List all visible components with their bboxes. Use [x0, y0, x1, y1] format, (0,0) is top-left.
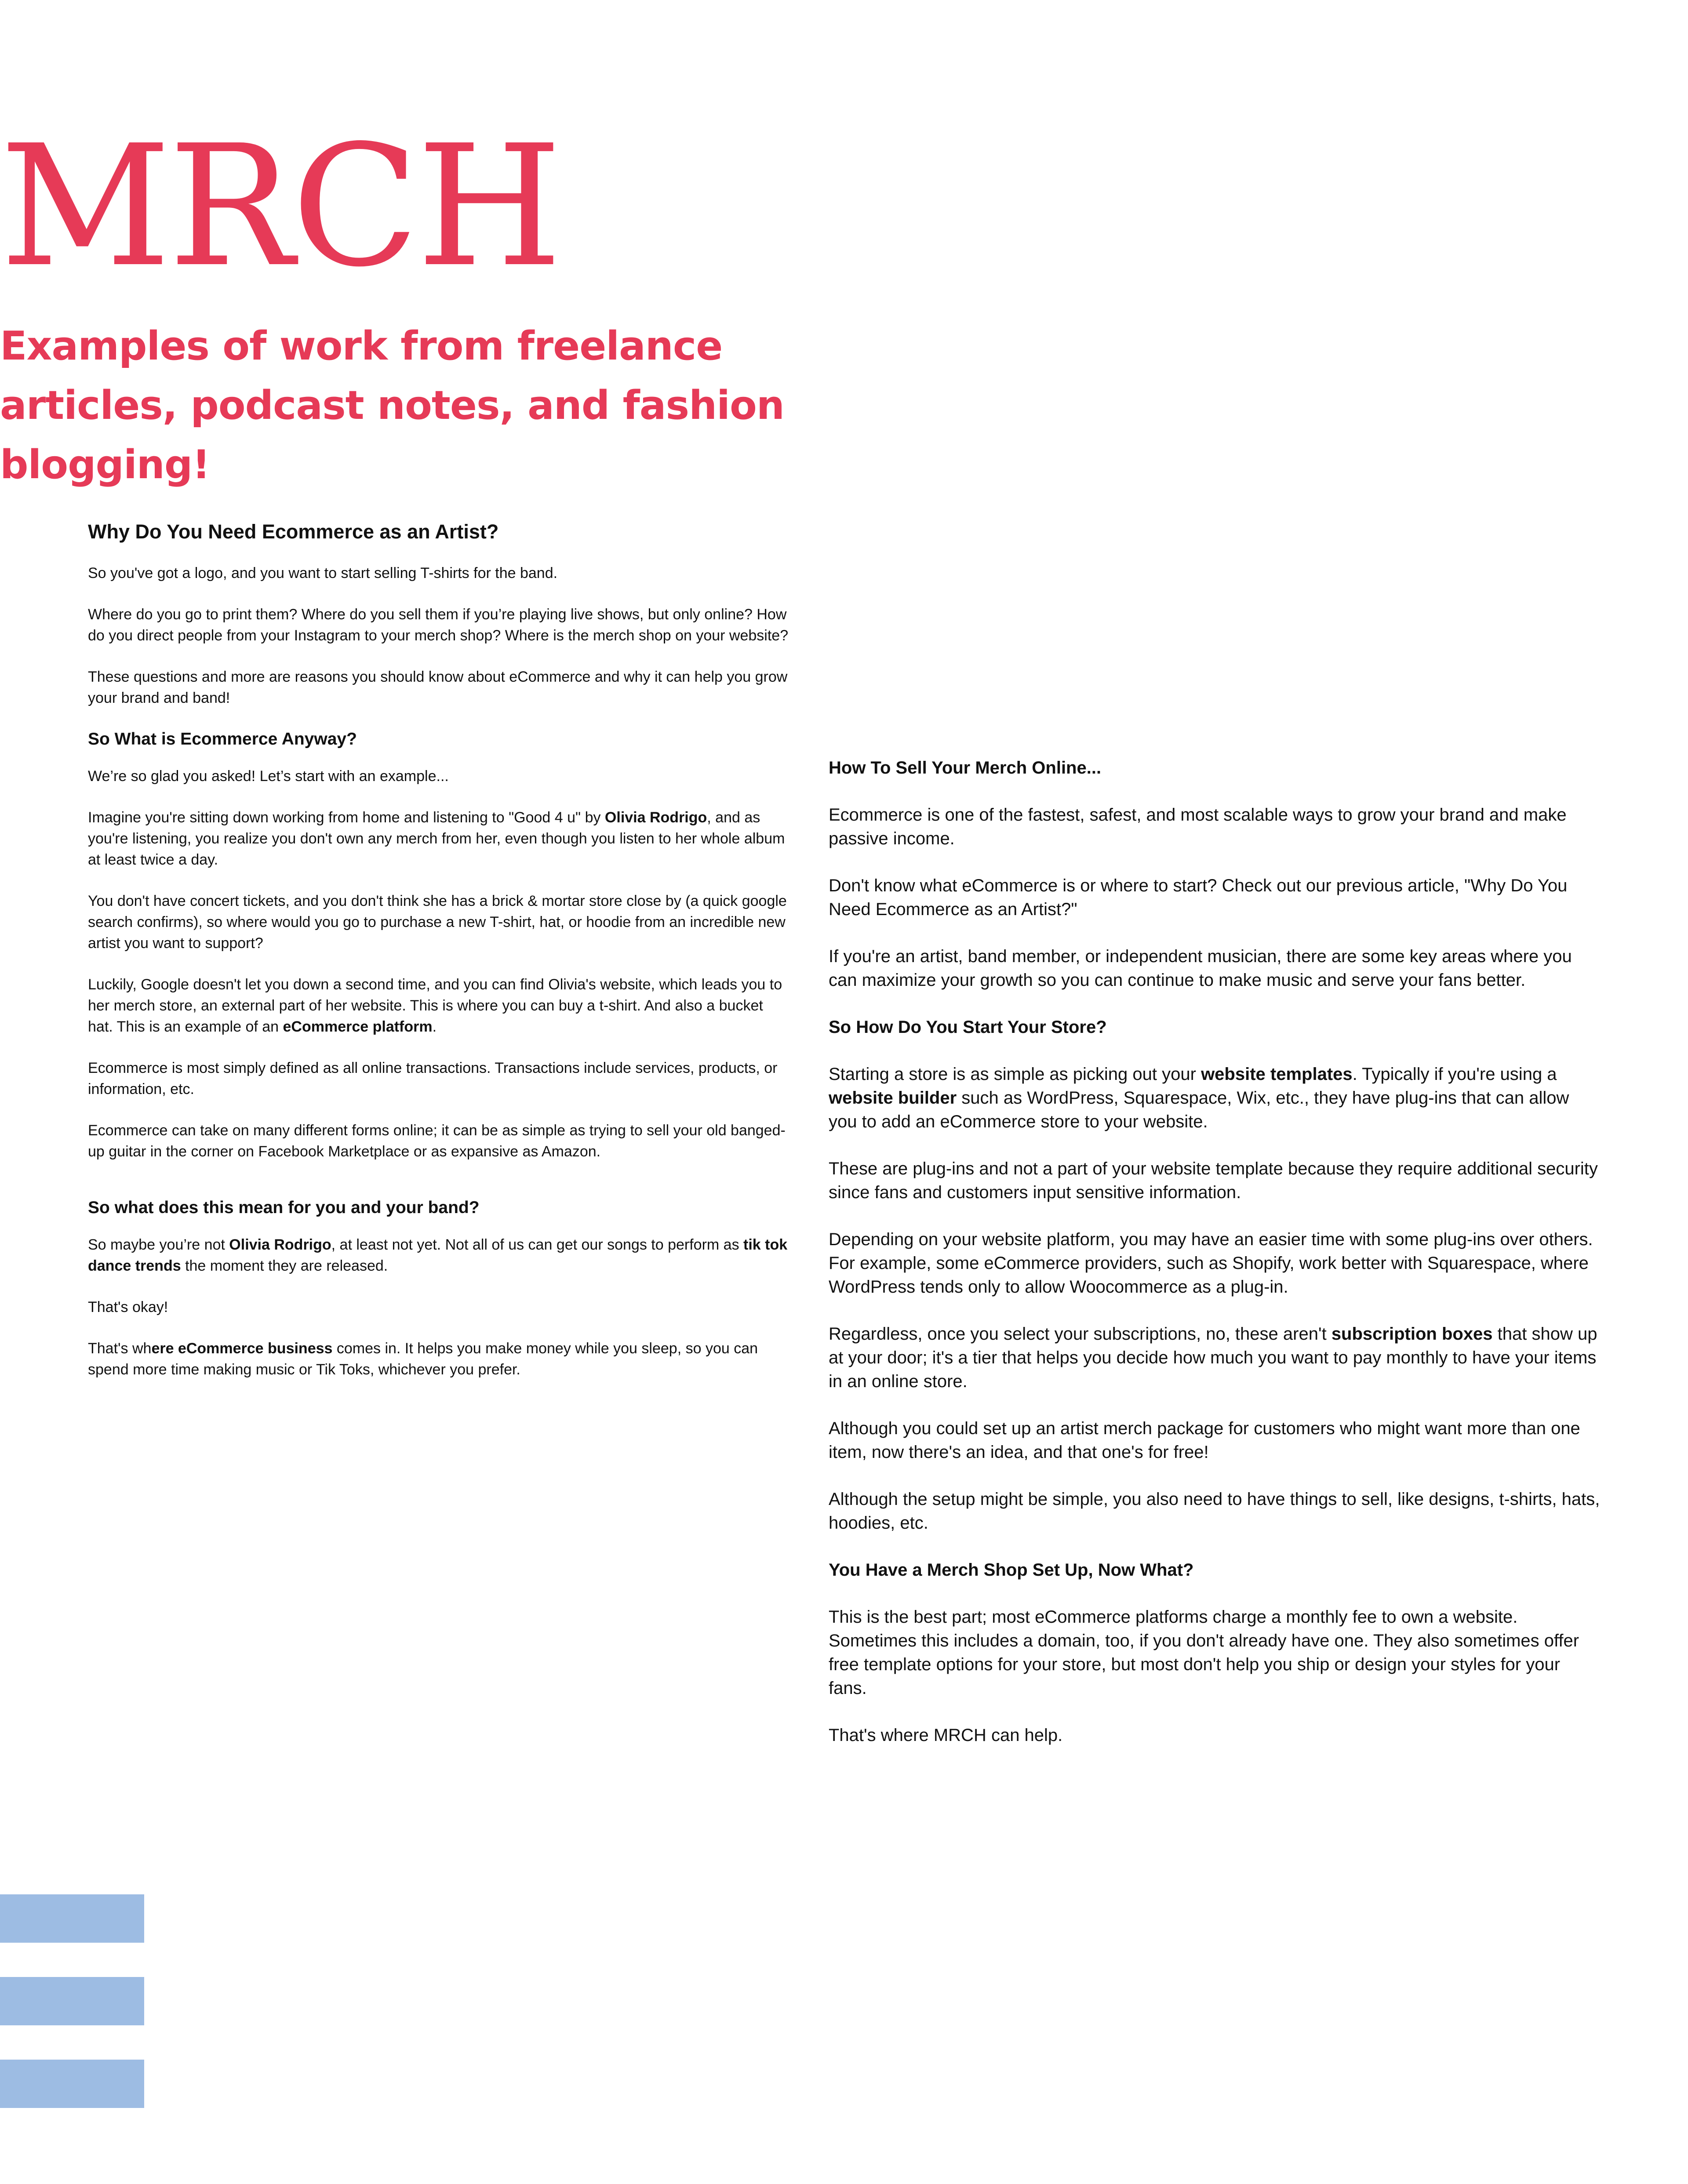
paragraph: These questions and more are reasons you should know about eCommerce and why it can help you grow your brand and band! [88, 669, 788, 706]
text-run: Luckily, Google doesn't let you down a second time, and you can find Olivia's website, which leads you to her merch store, an external part of her website. This is where you can buy a t-shirt. And also a bucket hat. This is an example of an [88, 976, 782, 1035]
text-run: That's wh [88, 1340, 152, 1357]
paragraph: Where do you go to print them? Where do you sell them if you’re playing live shows, but only online? How do you direct people from your Instagram to your merch shop? Where is the merch shop on your website? [88, 606, 789, 644]
text-run: Regardless, once you select your subscriptions, no, these aren't [829, 1324, 1331, 1344]
article-sell-merch-online [829, 756, 1602, 1770]
paragraph: Although the setup might be simple, you also need to have things to sell, like designs, t-shirts, hats, hoodies, etc. [829, 1490, 1600, 1533]
text-run: such as WordPress, Squarespace, Wix, etc., they have plug-ins that can allow you to add an eCommerce store to your website. [829, 1088, 1569, 1131]
bold-text: website templates [1201, 1065, 1353, 1084]
paragraph [88, 1234, 791, 1276]
text-run: , and as you're listening, you realize you don't own any merch from her, even though you listen to her whole album at least twice a day. [88, 809, 785, 868]
paragraph: Ecommerce is most simply defined as all online transactions. Transactions include services, products, or information, etc. [88, 1060, 778, 1097]
text-run: comes in. It helps you make money while you sleep, so you can spend more time making music or Tik Toks, whichever you prefer. [88, 1340, 758, 1378]
paragraph [88, 974, 791, 1037]
paragraph: This is the best part; most eCommerce platforms charge a monthly fee to own a website. Sometimes this includes a domain, too, if you don't already have one. They also sometimes offer free template options for your store, but most don't help you ship or design your styles for your fans. [829, 1607, 1579, 1698]
text-run: the moment they are released. [181, 1257, 388, 1274]
bold-text: website builder [829, 1088, 957, 1108]
paragraph [829, 1322, 1602, 1393]
paragraph: We’re so glad you asked! Let’s start with an example... [88, 768, 449, 785]
bold-text: tik tok dance trends [88, 1236, 788, 1274]
paragraph: Depending on your website platform, you may have an easier time with some plug-ins over others. For example, some eCommerce providers, such as Shopify, work better with Squarespace, where WordPress tends only to allow Woocommerce as a plug-in. [829, 1230, 1593, 1297]
bold-text: subscription boxes [1331, 1324, 1493, 1344]
text-run: that show up at your door; it's a tier that helps you decide how much you want to pay monthly to have your items in an online store. [829, 1324, 1597, 1391]
decorative-bar [0, 2060, 144, 2108]
article-why-ecommerce [88, 519, 791, 1400]
text-run: , at least not yet. Not all of us can get our songs to perform as [331, 1236, 744, 1253]
brand-logo-text: MRCH [0, 109, 560, 304]
text-run: Imagine you're sitting down working from home and listening to "Good 4 u" by [88, 809, 605, 826]
paragraph: So you've got a logo, and you want to start selling T-shirts for the band. [88, 565, 558, 581]
article-title: Why Do You Need Ecommerce as an Artist? [88, 520, 499, 543]
section-heading: You Have a Merch Shop Set Up, Now What? [829, 1560, 1194, 1580]
bold-text: Olivia Rodrigo [604, 809, 707, 826]
text-run: So maybe you’re not [88, 1236, 229, 1253]
section-heading: So What is Ecommerce Anyway? [88, 730, 357, 749]
paragraph: Ecommerce is one of the fastest, safest, and most scalable ways to grow your brand and make passive income. [829, 805, 1567, 848]
paragraph [829, 1062, 1602, 1134]
paragraph: That's where MRCH can help. [829, 1726, 1063, 1745]
decorative-bar [0, 1977, 144, 2025]
paragraph: You don't have concert tickets, and you don't think she has a brick & mortar store close by (a quick google search confirms), so where would you go to purchase a new T-shirt, hat, or hoodie from an incredible new artist you want to support? [88, 893, 787, 952]
section-heading: So How Do You Start Your Store? [829, 1018, 1107, 1037]
text-run: . [432, 1018, 437, 1035]
paragraph: Don't know what eCommerce is or where to start? Check out our previous article, "Why Do You Need Ecommerce as an Artist?" [829, 876, 1568, 919]
bold-text: eCommerce platform [283, 1018, 433, 1035]
paragraph: If you're an artist, band member, or independent musician, there are some key areas where you can maximize your growth so you can continue to make music and serve your fans better. [829, 947, 1572, 990]
text-run: Starting a store is as simple as picking out your [829, 1065, 1201, 1084]
bold-text: Olivia Rodrigo [229, 1236, 331, 1253]
bold-text: ere eCommerce business [151, 1340, 333, 1357]
paragraph: Ecommerce can take on many different forms online; it can be as simple as trying to sell your old banged-up guitar in the corner on Facebook Marketplace or as expansive as Amazon. [88, 1122, 786, 1160]
paragraph: These are plug-ins and not a part of your website template because they require additional security since fans and customers input sensitive information. [829, 1159, 1598, 1202]
paragraph [88, 807, 791, 870]
decorative-bar [0, 1894, 144, 1943]
section-heading: So what does this mean for you and your band? [88, 1198, 480, 1217]
page-tagline: Examples of work from freelance articles, podcast notes, and fashion blogging! [0, 323, 784, 488]
article-title: How To Sell Your Merch Online... [829, 758, 1102, 778]
paragraph [88, 1338, 791, 1380]
paragraph: That's okay! [88, 1299, 168, 1315]
text-run: . Typically if you're using a [1352, 1065, 1557, 1084]
paragraph: Although you could set up an artist merch package for customers who might want more than one item, now there's an idea, and that one's for free! [829, 1419, 1580, 1462]
